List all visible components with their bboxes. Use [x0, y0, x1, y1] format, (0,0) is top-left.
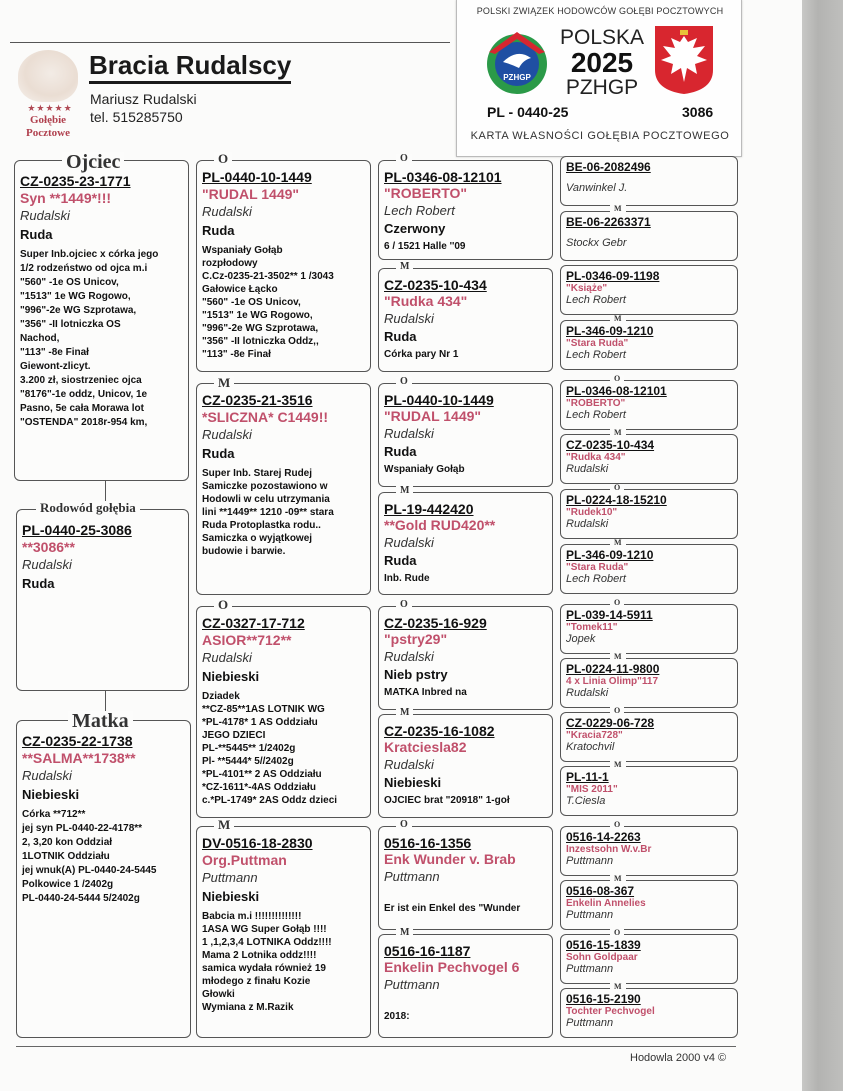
- great-grandparent-box: [378, 714, 553, 818]
- father-box: [14, 160, 189, 481]
- gg-desc: OJCIEC brat "20918" 1-goł: [384, 795, 510, 806]
- grandparent-desc: Wspaniały Gołąb rozpłodowy C.Cz-0235-21-3502** 1 /3043 Gałowice Łącko "560" -1e OS Unicov, "1513" 1e WG Rogowo, "996"-2e WG Szprotawa, "356" -II lotniczka Oddz,, "113" -8e Finał: [202, 245, 334, 360]
- g4-breeder: Puttmann: [566, 963, 614, 975]
- subject-box: [16, 509, 189, 691]
- g4-name: "ROBERTO": [566, 398, 626, 409]
- ring-card-assoc: PZHGP: [565, 76, 639, 99]
- g4-name: "Rudek10": [566, 507, 618, 518]
- g4-name: Inzestsohn W.v.Br: [566, 844, 652, 855]
- gg-desc: Er ist ein Enkel des "Wunder: [384, 903, 521, 914]
- gg-color: Nieb pstry: [384, 667, 448, 682]
- sex-female-label: M: [610, 205, 626, 213]
- father-breeder: Rudalski: [20, 208, 70, 223]
- g4-ring: CZ-0229-06-728: [566, 716, 655, 730]
- background-rail: [801, 0, 843, 1091]
- gg-breeder: Rudalski: [384, 535, 434, 550]
- subject-breeder: Rudalski: [22, 557, 72, 572]
- grandparent-ring: CZ-0327-17-712: [202, 615, 305, 631]
- ring-card-number: 3086: [682, 104, 714, 120]
- sex-female-label: M: [396, 708, 413, 718]
- polish-eagle-icon: [653, 24, 715, 96]
- g4-name: "Książe": [566, 283, 608, 294]
- father-desc: Super Inb.ojciec x córka jego 1/2 rodzeństwo od ojca m.i "560" -1e OS Unicov, "1513" 1e WG Rogowo, "996"-2e WG Szprotawa, "356" -II lotniczka OS Nachod, "113" -8e Finał Giewont-zlicyt. 3.200 zł, siostrzeniec ojca "8176"-1e oddz, Unicov, 1e Pasno, 5e cała Morawa lot "OSTENDA" 2018r-954 km,: [20, 249, 159, 428]
- g4-ring: 0516-08-367: [566, 884, 635, 898]
- g4-name: "Stara Ruda": [566, 562, 629, 573]
- grandparent-breeder: Rudalski: [202, 650, 252, 665]
- footer-divider: [16, 1046, 736, 1047]
- g4-ring: PL-0346-09-1198: [566, 269, 660, 283]
- gg-desc: 6 / 1521 Halle ''09: [384, 241, 466, 252]
- gg-grandparent-box: [560, 380, 738, 430]
- gg-desc: Wspaniały Gołąb: [384, 464, 465, 475]
- sex-male-label: O: [610, 484, 624, 492]
- pzhgp-emblem-icon: [479, 24, 555, 100]
- connector-father: [105, 481, 106, 501]
- grandparent-breeder: Puttmann: [202, 870, 258, 885]
- header-divider: [10, 42, 450, 43]
- gg-breeder: Puttmann: [384, 977, 440, 992]
- gg-name: "RUDAL 1449": [384, 408, 482, 424]
- gg-color: Ruda: [384, 553, 417, 568]
- gg-grandparent-box: [560, 489, 738, 539]
- gg-ring: PL-0346-08-12101: [384, 169, 502, 185]
- ring-card-caption: KARTA WŁASNOŚCI GOŁĘBIA POCZTOWEGO: [470, 130, 730, 142]
- subject-name: **3086**: [22, 539, 75, 555]
- g4-ring: PL-346-09-1210: [566, 548, 654, 562]
- g4-name: Sohn Goldpaar: [566, 952, 638, 963]
- gg-ring: CZ-0235-16-1082: [384, 723, 495, 739]
- great-grandparent-box: [378, 826, 553, 930]
- gg-desc: Inb. Rude: [384, 573, 430, 584]
- gg-breeder: Rudalski: [384, 426, 434, 441]
- g4-name: "Kracia728": [566, 730, 623, 741]
- sex-male-label: O: [610, 707, 624, 715]
- grandparent-breeder: Rudalski: [202, 427, 252, 442]
- g4-ring: 0516-15-1839: [566, 938, 641, 952]
- great-grandparent-box: [378, 268, 553, 372]
- great-grandparent-box: [378, 383, 553, 487]
- great-grandparent-box: [378, 606, 553, 710]
- g4-ring: BE-06-2263371: [566, 215, 651, 229]
- gg-name: "pstry29": [384, 631, 448, 647]
- g4-ring: PL-0346-08-12101: [566, 384, 667, 398]
- sex-female-label: M: [396, 928, 413, 938]
- gg-breeder: Rudalski: [384, 311, 434, 326]
- gg-ring: PL-0440-10-1449: [384, 392, 494, 408]
- g4-breeder: Puttmann: [566, 909, 614, 921]
- sex-female-label: M: [610, 539, 626, 547]
- great-grandparent-box: [378, 934, 553, 1038]
- connector-mother: [105, 691, 106, 711]
- gg-color: Czerwony: [384, 221, 446, 236]
- father-color: Ruda: [20, 227, 53, 242]
- father-ring: CZ-0235-23-1771: [20, 173, 131, 189]
- sex-female-label: M: [396, 262, 413, 272]
- grandparent-ring: DV-0516-18-2830: [202, 835, 313, 851]
- grandparent-color: Niebieski: [202, 669, 260, 684]
- gg-ring: PL-19-442420: [384, 501, 474, 517]
- owner-phone: tel. 515285750: [90, 109, 183, 125]
- grandparent-name: Org.Puttman: [202, 852, 287, 868]
- g4-ring: PL-346-09-1210: [566, 324, 654, 338]
- g4-ring: CZ-0235-10-434: [566, 438, 655, 452]
- gg-color: Ruda: [384, 329, 417, 344]
- sex-female-label: M: [610, 761, 626, 769]
- owner-name: Bracia Rudalscy: [89, 50, 291, 84]
- gg-ring: 0516-16-1187: [384, 943, 471, 959]
- ring-card-year: 2025: [570, 47, 634, 78]
- svg-text:PZHGP: PZHGP: [503, 73, 531, 82]
- father-name: Syn **1449*!!!: [20, 190, 112, 206]
- sex-male-label: O: [214, 152, 232, 166]
- gg-grandparent-box: [560, 712, 738, 762]
- gg-name: "Rudka 434": [384, 293, 468, 309]
- sex-male-label: O: [610, 375, 624, 383]
- gg-desc: Córka pary Nr 1: [384, 349, 459, 360]
- gg-breeder: Lech Robert: [384, 203, 455, 218]
- g4-breeder: Lech Robert: [566, 573, 626, 585]
- gg-grandparent-box: [560, 880, 738, 930]
- sex-female-label: M: [610, 875, 626, 883]
- gg-ring: 0516-16-1356: [384, 835, 472, 851]
- subject-ring: PL-0440-25-3086: [22, 522, 132, 538]
- g4-breeder: Puttmann: [566, 855, 614, 867]
- g4-breeder: Stockx Gebr: [566, 237, 627, 249]
- gg-name: Enkelin Pechvogel 6: [384, 959, 520, 975]
- g4-breeder: Lech Robert: [566, 294, 626, 306]
- grandparent-desc: Babcia m.i !!!!!!!!!!!!!! 1ASA WG Super Gołąb !!!! 1 ,1,2,3,4 LOTNIKA Oddz!!!! Mama 2 Lotnika oddz!!!! samica wydała również 19 młodego z finału Kozie Głowki Wymiana z M.Razik: [202, 911, 332, 1013]
- ring-card-org: POLSKI ZWIĄZEK HODOWCÓW GOŁĘBI POCZTOWYCH: [476, 6, 724, 16]
- g4-ring: 0516-15-2190: [566, 992, 641, 1006]
- ring-card-prefix: PL - 0440-25: [487, 104, 569, 120]
- sex-female-label: M: [610, 315, 626, 323]
- pigeon-head-icon: [18, 50, 78, 102]
- breeder-logo: [14, 48, 82, 144]
- grandparent-desc: Super Inb. Starej Rudej Samiczke pozostawiono w Hodowli w celu utrzymania lini **1449** 1210 -09** stara Ruda Protoplastka rodu.. Samiczka o wyjątkowej budowie i barwie.: [202, 468, 334, 557]
- pedigree-label: Rodowód gołębia: [36, 501, 140, 515]
- g4-breeder: T.Ciesla: [566, 795, 606, 807]
- g4-breeder: Jopek: [566, 633, 596, 645]
- sex-male-label: O: [396, 820, 412, 830]
- gg-grandparent-box: [560, 265, 738, 315]
- g4-breeder: Rudalski: [566, 518, 609, 530]
- gg-breeder: Rudalski: [384, 649, 434, 664]
- gg-grandparent-box: [560, 826, 738, 876]
- father-label: Ojciec: [62, 152, 124, 172]
- g4-breeder: Rudalski: [566, 463, 609, 475]
- ring-card-country: POLSKA: [560, 26, 645, 49]
- sex-male-label: O: [610, 599, 624, 607]
- mother-ring: CZ-0235-22-1738: [22, 733, 133, 749]
- g4-name: "MIS 2011": [566, 784, 618, 795]
- gg-breeder: Puttmann: [384, 869, 440, 884]
- gg-grandparent-box: [560, 766, 738, 816]
- gg-name: **Gold RUD420**: [384, 517, 496, 533]
- grandparent-ring: CZ-0235-21-3516: [202, 392, 313, 408]
- sex-male-label: O: [610, 929, 624, 937]
- grandparent-box: [196, 383, 371, 595]
- sex-female-label: M: [396, 486, 413, 496]
- sex-male-label: O: [610, 821, 624, 829]
- gg-grandparent-box: [560, 156, 738, 206]
- gg-ring: CZ-0235-16-929: [384, 615, 487, 631]
- grandparent-name: ASIOR**712**: [202, 632, 292, 648]
- sex-female-label: M: [610, 653, 626, 661]
- g4-name: "Tomek11": [566, 622, 618, 633]
- grandparent-breeder: Rudalski: [202, 204, 252, 219]
- footer-text: Hodowla 2000 v4 ©: [630, 1052, 727, 1064]
- great-grandparent-box: [378, 160, 553, 260]
- grandparent-color: Ruda: [202, 446, 235, 461]
- mother-label: Matka: [68, 711, 133, 731]
- logo-text: Gołębie Pocztowe: [26, 114, 70, 139]
- mother-breeder: Rudalski: [22, 768, 72, 783]
- mother-color: Niebieski: [22, 787, 80, 802]
- g4-breeder: Rudalski: [566, 687, 609, 699]
- gg-name: Kratciesla82: [384, 739, 467, 755]
- mother-box: [16, 720, 191, 1038]
- g4-name: Tochter Pechvogel: [566, 1006, 655, 1017]
- gg-grandparent-box: [560, 658, 738, 708]
- gg-desc: 2018:: [384, 1011, 410, 1022]
- grandparent-color: Ruda: [202, 223, 235, 238]
- great-grandparent-box: [378, 492, 553, 595]
- g4-ring: 0516-14-2263: [566, 830, 641, 844]
- sex-male-label: O: [396, 377, 412, 387]
- grandparent-name: "RUDAL 1449": [202, 186, 300, 202]
- g4-name: Enkelin Annelies: [566, 898, 646, 909]
- ring-card: [456, 0, 742, 157]
- mother-name: **SALMA**1738**: [22, 750, 136, 766]
- gg-grandparent-box: [560, 211, 738, 261]
- sex-female-label: M: [610, 429, 626, 437]
- sex-male-label: O: [396, 154, 412, 164]
- gg-grandparent-box: [560, 320, 738, 370]
- gg-desc: MATKA Inbred na: [384, 687, 467, 698]
- grandparent-box: [196, 606, 371, 818]
- grandparent-box: [196, 826, 371, 1038]
- sex-female-label: M: [214, 376, 234, 390]
- g4-breeder: Puttmann: [566, 1017, 614, 1029]
- gg-color: Niebieski: [384, 775, 442, 790]
- grandparent-box: [196, 160, 371, 372]
- grandparent-name: *SLICZNA* C1449!!: [202, 409, 329, 425]
- grandparent-color: Niebieski: [202, 889, 260, 904]
- gg-grandparent-box: [560, 604, 738, 654]
- g4-ring: BE-06-2082496: [566, 160, 651, 174]
- g4-ring: PL-0224-11-9800: [566, 662, 660, 676]
- g4-ring: PL-039-14-5911: [566, 608, 653, 622]
- gg-breeder: Rudalski: [384, 757, 434, 772]
- g4-ring: PL-11-1: [566, 770, 609, 784]
- gg-grandparent-box: [560, 988, 738, 1038]
- gg-grandparent-box: [560, 434, 738, 484]
- logo-stars: ★★★★★: [27, 103, 73, 113]
- g4-name: "Rudka 434": [566, 452, 626, 463]
- g4-name: 4 x Linia Olimp"117: [566, 676, 659, 687]
- g4-name: "Stara Ruda": [566, 338, 629, 349]
- g4-breeder: Kratochvil: [566, 741, 615, 753]
- grandparent-ring: PL-0440-10-1449: [202, 169, 312, 185]
- grandparent-desc: Dziadek **CZ-85**1AS LOTNIK WG *PL-4178* 1 AS Oddziału JEGO DZIECI PL-**5445** 1/2402g Pl- **5444* 5//2402g *PL-4101** 2 AS Oddziału *CZ-1611*-4AS Oddziału c.*PL-1749* 2AS Oddz dzieci: [202, 691, 338, 806]
- g4-breeder: Lech Robert: [566, 349, 626, 361]
- sex-male-label: O: [396, 600, 412, 610]
- gg-name: "ROBERTO": [384, 185, 468, 201]
- gg-color: Ruda: [384, 444, 417, 459]
- sex-female-label: M: [214, 818, 234, 832]
- g4-breeder: Vanwinkel J.: [566, 182, 628, 194]
- subject-color: Ruda: [22, 576, 55, 591]
- g4-breeder: Lech Robert: [566, 409, 626, 421]
- owner-person: Mariusz Rudalski: [90, 91, 197, 107]
- sex-male-label: O: [214, 598, 232, 612]
- g4-ring: PL-0224-18-15210: [566, 493, 667, 507]
- gg-name: Enk Wunder v. Brab: [384, 851, 516, 867]
- gg-grandparent-box: [560, 934, 738, 984]
- mother-desc: Córka **712** jej syn PL-0440-22-4178** 2, 3,20 kon Oddział 1LOTNIK Oddziału jej wnuk(A) PL-0440-24-5445 Polkowice 1 /2402g PL-0440-24-5444 5/2402g: [22, 809, 157, 904]
- gg-ring: CZ-0235-10-434: [384, 277, 487, 293]
- sex-female-label: M: [610, 983, 626, 991]
- gg-grandparent-box: [560, 544, 738, 594]
